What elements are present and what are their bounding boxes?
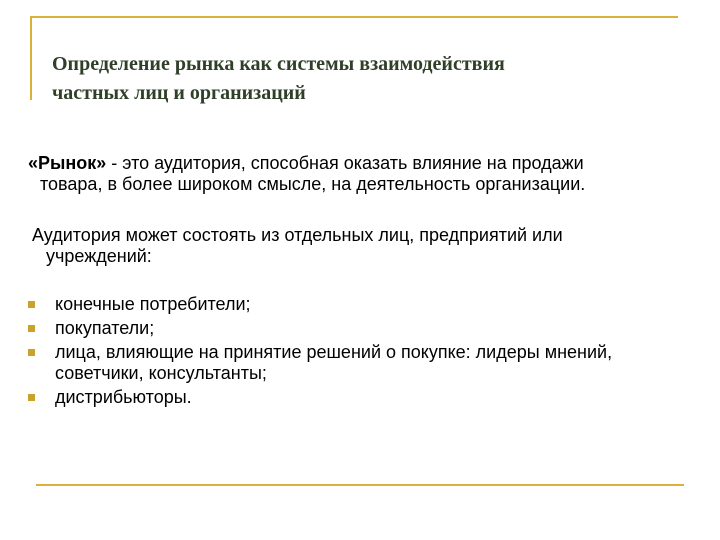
- audience-paragraph: [32, 225, 712, 267]
- list-item-text-continued: советчики, консультанты;: [55, 363, 267, 383]
- square-bullet-icon: [28, 325, 35, 332]
- list-item-text: конечные потребители;: [55, 294, 251, 314]
- audience-list: [28, 294, 708, 411]
- list-item: [28, 342, 708, 384]
- audience-line-2: учреждений:: [46, 246, 152, 266]
- list-item: [28, 318, 708, 339]
- audience-line-1: Аудитория может состоять из отдельных лиц, предприятий или: [32, 225, 563, 245]
- market-definition: [28, 153, 708, 195]
- list-item-text: лица, влияющие на принятие решений о покупке: лидеры мнений,: [55, 342, 613, 362]
- definition-line-1: - это аудитория, способная оказать влияние на продажи: [106, 153, 584, 173]
- list-item-text: дистрибьюторы.: [55, 387, 192, 407]
- slide-title-line-2: частных лиц и организаций: [52, 82, 306, 104]
- square-bullet-icon: [28, 394, 35, 401]
- slide-title: [52, 50, 692, 108]
- list-item-text: покупатели;: [55, 318, 155, 338]
- definition-term: «Рынок»: [28, 153, 107, 173]
- definition-line-2: товара, в более широком смысле, на деятельность организации.: [40, 174, 586, 194]
- top-divider: [30, 16, 678, 18]
- list-item: [28, 387, 708, 408]
- square-bullet-icon: [28, 349, 35, 356]
- list-item: [28, 294, 708, 315]
- bottom-divider: [36, 484, 684, 486]
- slide-title-line-1: Определение рынка как системы взаимодействия: [52, 53, 505, 75]
- square-bullet-icon: [28, 301, 35, 308]
- left-divider: [30, 16, 32, 100]
